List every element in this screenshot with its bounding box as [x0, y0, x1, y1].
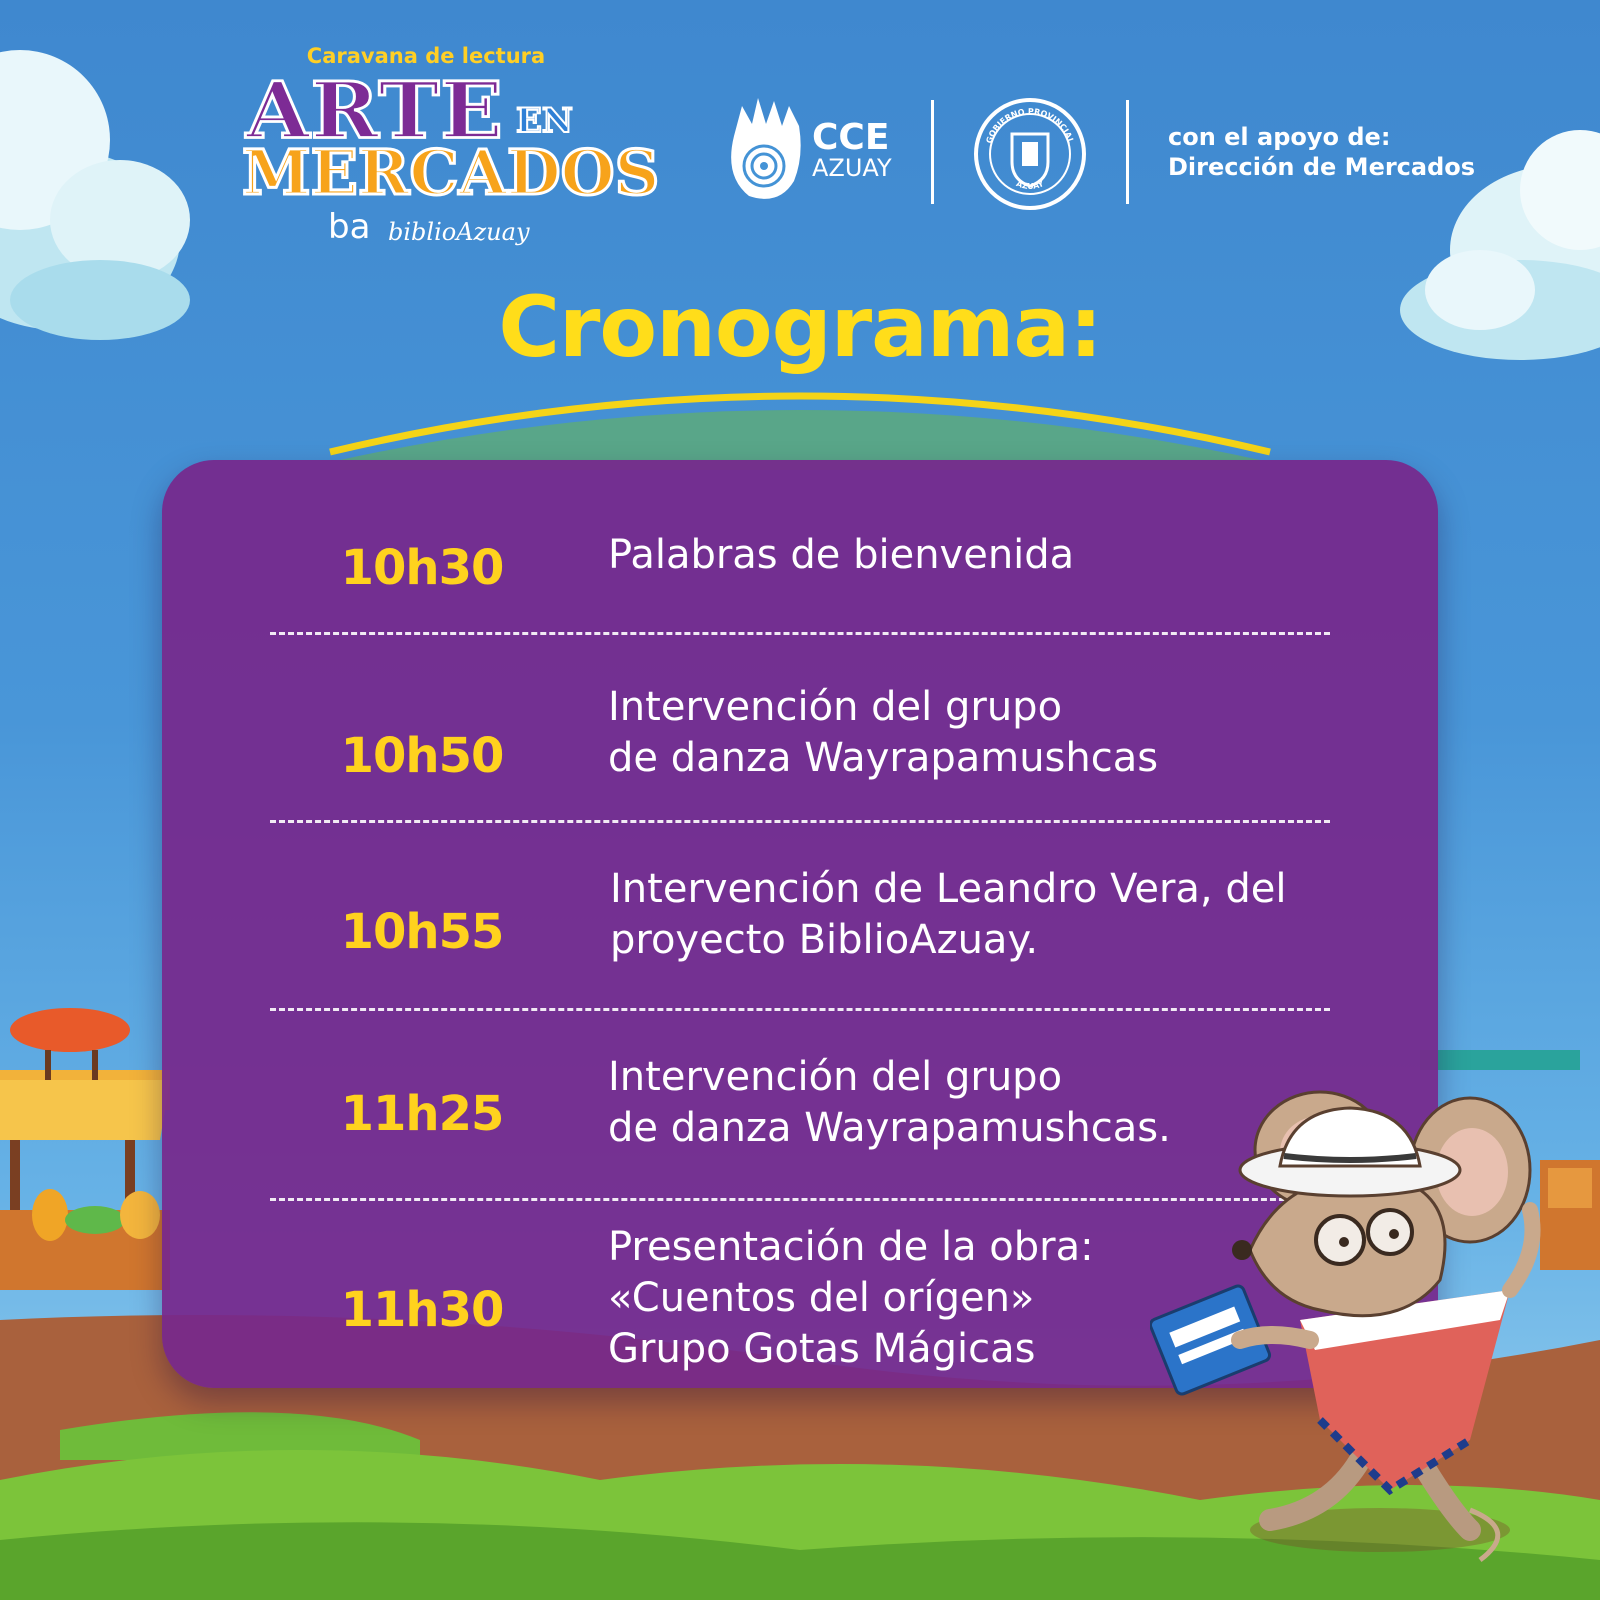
seal-top-text: GOBIERNO PROVINCIAL	[984, 106, 1076, 145]
row-divider	[270, 820, 1330, 823]
schedule-description: Intervención de Leandro Vera, del proyecto BiblioAzuay.	[610, 866, 1287, 963]
provincial-seal-icon	[972, 96, 1088, 212]
schedule-time: 10h55	[340, 904, 504, 960]
logo-subtitle: Caravana de lectura	[306, 44, 546, 68]
support-line-1: con el apoyo de:	[1168, 123, 1391, 151]
schedule-description: Intervención del grupo de danza Wayrapamushcas	[608, 684, 1159, 781]
row-divider	[270, 632, 1330, 635]
cce-name: CCE	[812, 117, 890, 158]
logo-word-en: EN	[516, 101, 573, 141]
cce-hand-logo-icon	[724, 96, 804, 206]
market-stall-left-icon	[0, 1008, 170, 1290]
schedule-description: Presentación de la obra: «Cuentos del orígen» Grupo Gotas Mágicas	[608, 1224, 1094, 1372]
logo-word-arte: ARTE	[246, 65, 504, 157]
header-separator	[931, 100, 934, 204]
schedule-description: Intervención del grupo de danza Wayrapamushcas.	[608, 1054, 1171, 1151]
schedule-time: 11h25	[340, 1086, 504, 1142]
support-credit	[1168, 122, 1475, 182]
schedule-time: 11h30	[340, 1282, 504, 1338]
logo-word-mercados: MERCADOS	[242, 136, 660, 209]
mouse-mascot-icon	[1150, 1090, 1570, 1570]
page-title: Cronograma:	[498, 278, 1102, 376]
support-line-2: Dirección de Mercados	[1168, 153, 1476, 181]
logo-ba: ba	[328, 207, 371, 247]
header-separator	[1126, 100, 1129, 204]
row-divider	[270, 1008, 1330, 1011]
schedule-time: 10h50	[340, 728, 504, 784]
seal-bottom-text: AZUAY	[1014, 179, 1046, 191]
schedule-description: Palabras de bienvenida	[608, 532, 1075, 578]
schedule-time: 10h30	[340, 540, 504, 596]
logo-biblioazuay: biblioAzuay	[388, 218, 530, 246]
cce-region: AZUAY	[812, 154, 892, 182]
